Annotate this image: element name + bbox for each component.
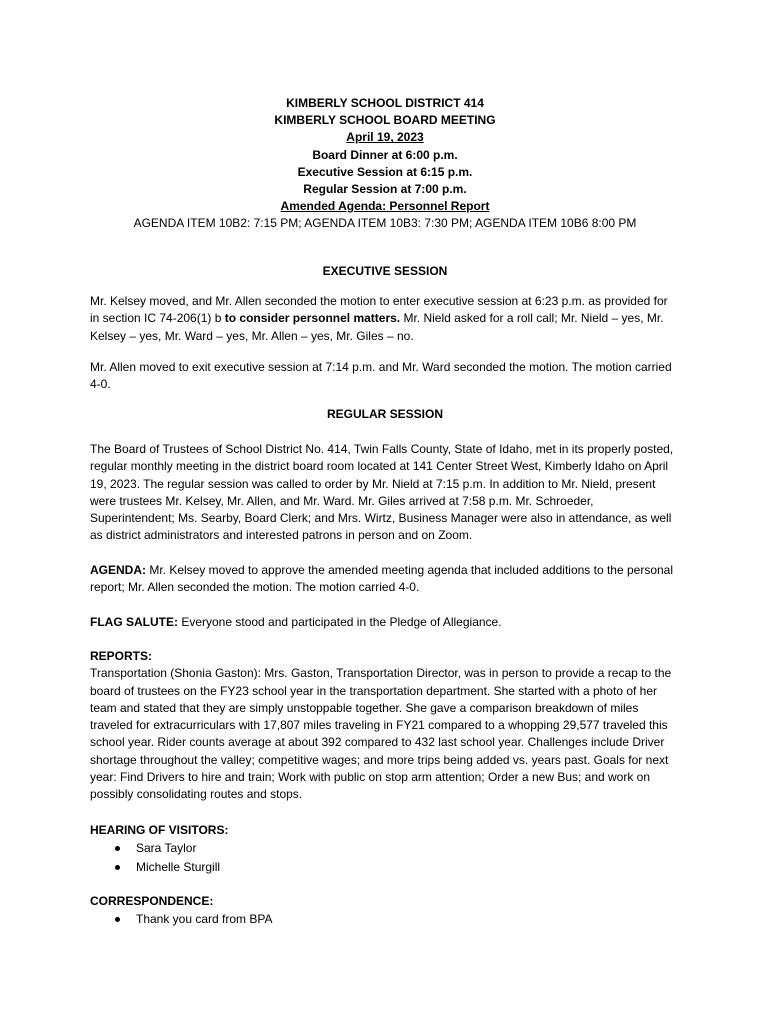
visitor-name: Sara Taylor bbox=[136, 841, 197, 855]
executive-session-paragraph-2 bbox=[90, 359, 680, 394]
district-name: KIMBERLY SCHOOL DISTRICT 414 bbox=[286, 96, 484, 110]
list-item bbox=[112, 858, 220, 877]
flag-salute-text: Everyone stood and participated in the Pledge of Allegiance. bbox=[178, 615, 502, 629]
agenda-paragraph bbox=[90, 562, 680, 597]
regular-p1-text: The Board of Trustees of School District No. 414, Twin Falls County, State of Idaho, met in its properly posted, regular monthly meeting in the district board room located at 141 Center Street West, Kimberly Idaho on April 19, 2023. The regular session was called to order by Mr. Nield at 7:15 p.m. In addition to Mr. Nield, present were trustees Mr. Kelsey, Mr. Allen, and Mr. Ward. Mr. Giles arrived at 7:58 p.m. Mr. Schroeder, Superintendent; Ms. Searby, Board Clerk; and Mrs. Wirtz, Business Manager were also in attendance, as well as district administrators and interested patrons in person and on Zoom. bbox=[90, 442, 674, 543]
flag-salute-paragraph bbox=[90, 614, 680, 631]
reports-text: Transportation (Shonia Gaston): Mrs. Gaston, Transportation Director, was in person to provide a recap to the board of trustees on the FY23 school year in the transportation department. She started with a photo of her team and stated that they are simply unstoppable together. She gave a comparison breakdown of miles traveled for extracurriculars with 17,807 miles traveling in FY21 compared to a whopping 29,577 traveled this school year. Rider counts average at about 392 compared to 432 last school year. Challenges include Driver shortage throughout the valley; competitive wages; and more trips being added vs. years past. Goals for next year: Find Drivers to hire and train; Work with public on stop arm attention; Order a new Bus; and work on possibly consolidating routes and stops. bbox=[90, 666, 672, 802]
correspondence-item: Thank you card from BPA bbox=[136, 912, 273, 926]
visitor-name: Michelle Sturgill bbox=[136, 859, 221, 874]
list-item bbox=[112, 839, 220, 858]
meeting-date: April 19, 2023 bbox=[346, 130, 424, 145]
executive-session-time: Executive Session at 6:15 p.m. bbox=[297, 164, 473, 179]
regular-session-paragraph bbox=[90, 441, 680, 545]
list-item bbox=[112, 910, 273, 929]
bullet-icon bbox=[115, 917, 120, 922]
bullet-icon bbox=[115, 865, 120, 870]
visitors-heading bbox=[90, 822, 680, 839]
executive-session-paragraph-1 bbox=[90, 293, 680, 345]
visitors-list bbox=[112, 839, 220, 876]
reports-label: REPORTS: bbox=[90, 649, 153, 663]
agenda-text: Mr. Kelsey moved to approve the amended meeting agenda that included additions to the personal report; Mr. Allen seconded the motion. The motion carried 4-0. bbox=[90, 563, 674, 595]
document-header bbox=[0, 95, 770, 233]
agenda-items-line: AGENDA ITEM 10B2: 7:15 PM; AGENDA ITEM 10B3: 7:30 PM; AGENDA ITEM 10B6 8:00 PM bbox=[133, 216, 637, 231]
correspondence-list bbox=[112, 910, 273, 929]
reports-section bbox=[90, 648, 680, 804]
visitors-label: HEARING OF VISITORS: bbox=[90, 823, 229, 837]
correspondence-label: CORRESPONDENCE: bbox=[90, 894, 214, 908]
amended-agenda: Amended Agenda: Personnel Report bbox=[280, 199, 490, 214]
correspondence-heading bbox=[90, 893, 680, 910]
bullet-icon bbox=[115, 846, 120, 851]
exec-p1-text-a: Mr. Kelsey moved, and Mr. Allen seconded the motion to enter executive session at 6:23 p.m. as provided for in section IC 74-206(1) b bbox=[90, 294, 668, 326]
regular-session-time: Regular Session at 7:00 p.m. bbox=[303, 182, 467, 197]
agenda-label: AGENDA: bbox=[90, 563, 146, 577]
meeting-title: KIMBERLY SCHOOL BOARD MEETING bbox=[274, 113, 496, 128]
exec-p1-bold: to consider personnel matters. bbox=[224, 311, 401, 326]
dinner-time: Board Dinner at 6:00 p.m. bbox=[312, 147, 458, 162]
exec-p2-text: Mr. Allen moved to exit executive session at 7:14 p.m. and Mr. Ward seconded the motion. The motion carried 4-0. bbox=[90, 360, 672, 392]
executive-session-heading: EXECUTIVE SESSION bbox=[322, 264, 448, 278]
exec-p1-text-b: Mr. Nield asked for a roll call; Mr. Nield – yes, Mr. Kelsey – yes, Mr. Ward – yes, Mr. Allen – yes, Mr. Giles – no. bbox=[90, 311, 664, 343]
flag-salute-label: FLAG SALUTE: bbox=[90, 615, 178, 629]
regular-session-heading: REGULAR SESSION bbox=[326, 407, 443, 421]
